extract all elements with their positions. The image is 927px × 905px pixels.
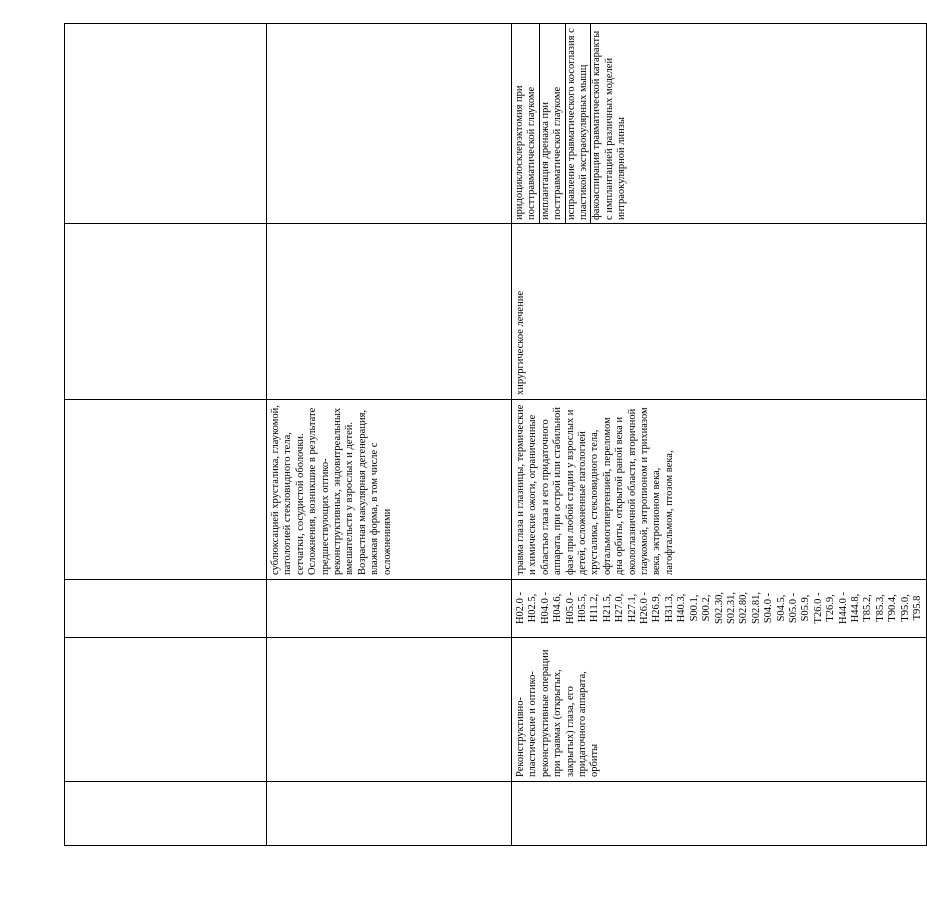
icd-codes-text: H02.0 - H02.5, H04.0 - H04.6, H05.0 - H05.5, H11.2, H21.5, H27.0, H27.1, H26.0 - H26.9, H31.3, H40.3, S00.1, S00.2, S02.30, S02.31, S02.80, S02.81, S04.0 - S04.5, S05.0 - S05.9, T26.0 - T26.9, H44.0 - H44.8, T85.2, T85.3, T90.4, T95.0, T95.8 [515, 591, 923, 625]
icd-codes-cell [512, 580, 927, 638]
treatment-methods-cell [512, 24, 927, 224]
table-row [65, 24, 267, 846]
medical-procedures-table [64, 23, 927, 846]
diagnosis-text: травма глаза и глазницы, термические и химические ожоги, ограниченные областью глаза и его придаточного аппарата, при острой или стабильной фазе при любой стадии у взрослых и детей, осложненные патологией хрусталика, стекловидного тела, офтальмогипертензией, переломом дна орбиты, открытой раной века и окологлазничной области, вторичной глаукомой, энтропионом и трихиазом века, эктропионом века, лагофтальмом, птозом века, [515, 404, 675, 575]
procedure-name-cell [512, 638, 927, 782]
treatment-cell [267, 224, 512, 400]
empty-cell [65, 224, 267, 400]
diagnosis-cell [512, 400, 927, 580]
empty-cell [65, 782, 267, 846]
treatment-type-cell [512, 224, 927, 400]
empty-cell [65, 638, 267, 782]
treatment-type-text: хирургическое лечение [515, 291, 526, 395]
empty-cell [65, 580, 267, 638]
empty-cell [512, 782, 927, 846]
codes-cell [267, 580, 512, 638]
procedure-name-text: Реконструктивно-пластические и оптико-реконструктивные операции при травмах (открытых, закрытых) глаза, его придаточного аппарата, орбиты [515, 649, 601, 777]
table-row [512, 24, 927, 846]
empty-cell [65, 400, 267, 580]
diagnosis-continued-text: сублюксацией хрусталика, глаукомой, патологией стекловидного тела, сетчатки, сосудистой оболочки. Осложнения, возникшие в результате предшествующих оптико-реконструктивных, эндовитреальных вмешательств у взрослых и детей. Возрастная макулярная дегенерация, влажная форма, в том числе с осложнениями [270, 405, 393, 575]
method-item: исправление травматического косоглазия с пластикой экстраокулярных мышц [566, 24, 592, 223]
name-cell [267, 638, 512, 782]
method-item: иридоциклосклерэктомия при посттравматической глаукоме [514, 24, 540, 223]
empty-cell [267, 782, 512, 846]
rotated-table-container [64, 24, 923, 846]
method-item: факоаспирация травматической катаракты с имплантацией различных моделей интраокулярной линзы [591, 30, 628, 220]
empty-cell [65, 24, 267, 224]
table-row [267, 24, 512, 846]
methods-cell [267, 24, 512, 224]
method-item: имплантация дренажа при посттравматической глаукоме [540, 24, 566, 223]
diagnosis-continued-cell [267, 400, 512, 580]
treatment-methods-list [512, 24, 629, 223]
